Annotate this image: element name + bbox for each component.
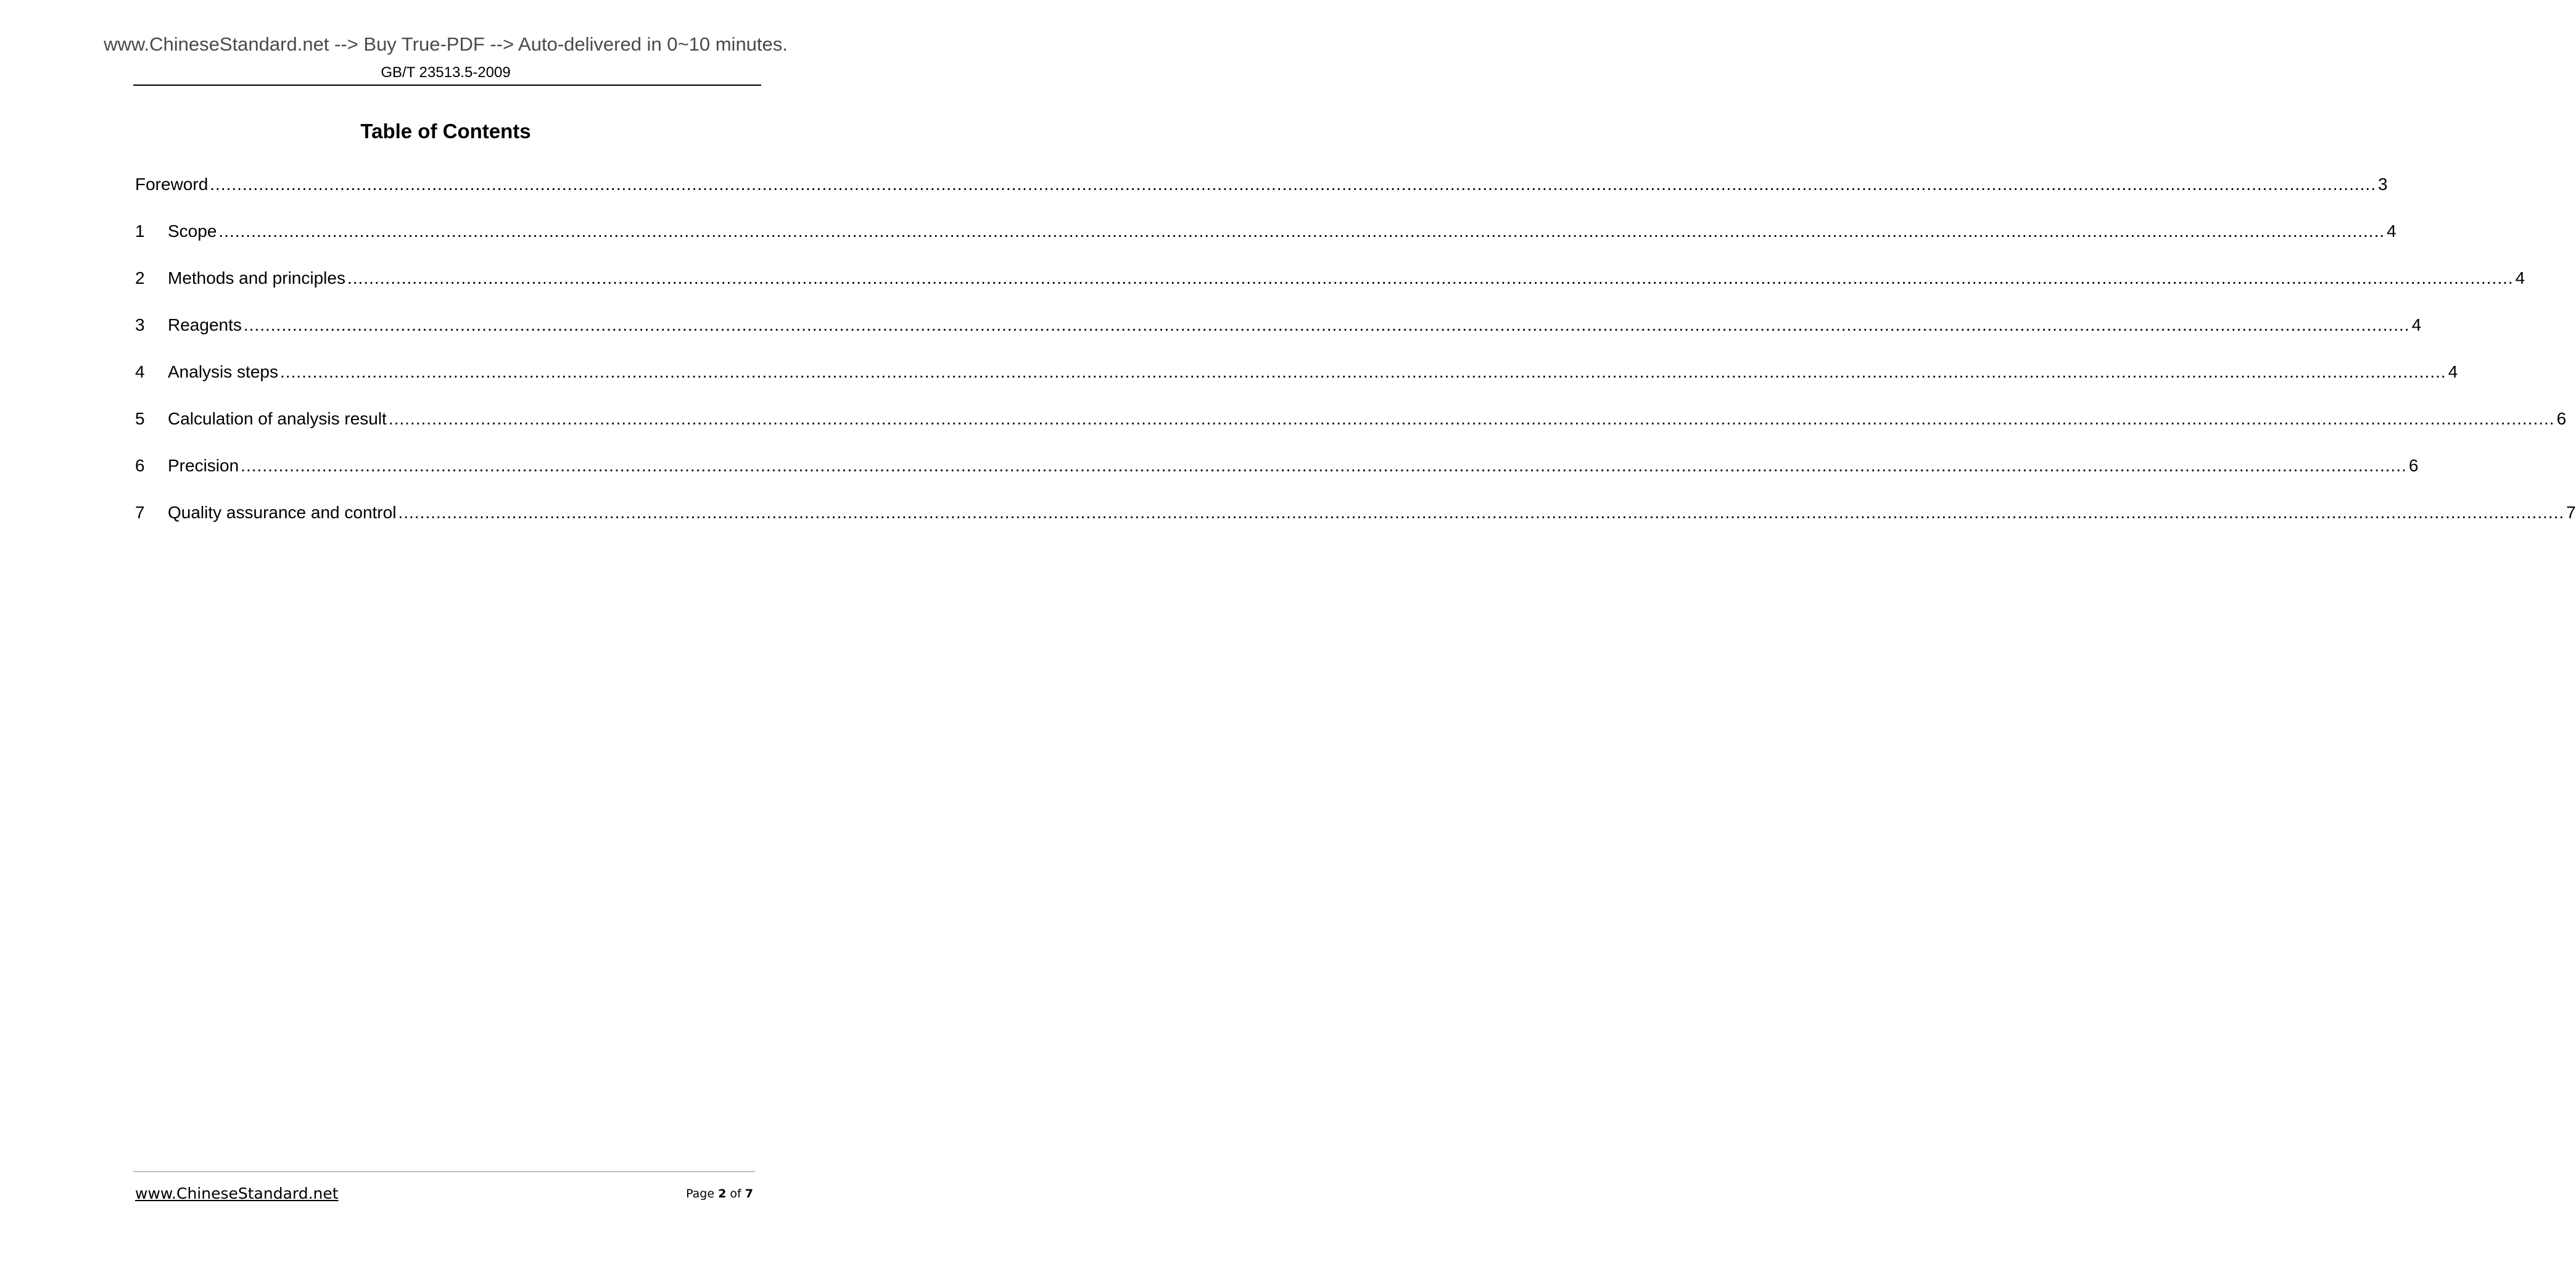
toc-dot-leader: ................................................................................................................................................................................................................................................................................................................................................................................................................ [210,175,2376,194]
toc-entry-page: 4 [2515,268,2525,287]
toc-entry-number: 6 [135,456,145,475]
toc-dot-leader: ................................................................................................................................................................................................................................................................................................................................................................................................................ [279,362,2446,381]
toc-entry-number: 4 [135,362,145,381]
toc-dot-leader: ................................................................................................................................................................................................................................................................................................................................................................................................................ [243,315,2410,334]
toc-entry-precision[interactable] [135,455,2419,502]
toc-entry-page: 4 [2411,315,2422,334]
toc-dot-leader: ................................................................................................................................................................................................................................................................................................................................................................................................................ [398,503,2565,522]
toc-dot-leader: ................................................................................................................................................................................................................................................................................................................................................................................................................ [218,221,2385,241]
page-label: Page [686,1187,715,1201]
toc-entry-text: Methods and principles [168,268,345,287]
toc-entry-analysis-steps[interactable] [135,362,2458,408]
toc-entry-text: Reagents [168,315,242,334]
toc-entry-text: Analysis steps [168,362,278,381]
header-divider [133,85,761,86]
toc-entry-calculation-of-analysis-result[interactable] [135,408,2567,455]
page-indicator [686,1188,753,1200]
toc-entry-text: Foreword [135,175,208,194]
toc-entry-methods-and-principles[interactable] [135,268,2525,315]
table-of-contents [135,174,2576,549]
total-pages-number: 7 [745,1187,753,1201]
footer-website-link[interactable]: www.ChineseStandard.net [135,1185,339,1202]
toc-entry-page: 3 [2377,175,2388,194]
toc-entry-number: 7 [135,503,145,522]
toc-entry-page: 7 [2566,503,2576,522]
toc-entry-text: Calculation of analysis result [168,409,387,428]
toc-dot-leader: ................................................................................................................................................................................................................................................................................................................................................................................................................ [241,456,2407,475]
toc-entry-number: 2 [135,268,145,287]
toc-entry-text: Quality assurance and control [168,503,397,522]
page-of-label: of [730,1187,741,1201]
toc-entry-scope[interactable] [135,221,2396,268]
toc-entry-text: Scope [168,221,217,241]
toc-dot-leader: ................................................................................................................................................................................................................................................................................................................................................................................................................ [388,409,2555,428]
toc-entry-number: 5 [135,409,145,428]
top-banner: www.ChineseStandard.net --> Buy True-PDF --> Auto-delivered in 0~10 minutes. [104,33,788,55]
toc-entry-number: 3 [135,315,145,334]
footer-divider [133,1171,755,1172]
toc-entry-text: Precision [168,456,239,475]
toc-entry-page: 6 [2408,456,2419,475]
toc-entry-page: 4 [2387,221,2396,241]
toc-entry-number: 1 [135,221,145,241]
toc-title: Table of Contents [360,120,531,143]
document-code: GB/T 23513.5-2009 [381,64,511,81]
toc-entry-quality-assurance-and-control[interactable] [135,502,2576,549]
toc-entry-page: 6 [2556,409,2567,428]
toc-entry-reagents[interactable] [135,315,2422,362]
current-page-number: 2 [718,1187,727,1201]
toc-dot-leader: ................................................................................................................................................................................................................................................................................................................................................................................................................ [347,268,2514,287]
toc-entry-page: 4 [2448,362,2458,381]
toc-entry-foreword[interactable] [135,174,2388,221]
